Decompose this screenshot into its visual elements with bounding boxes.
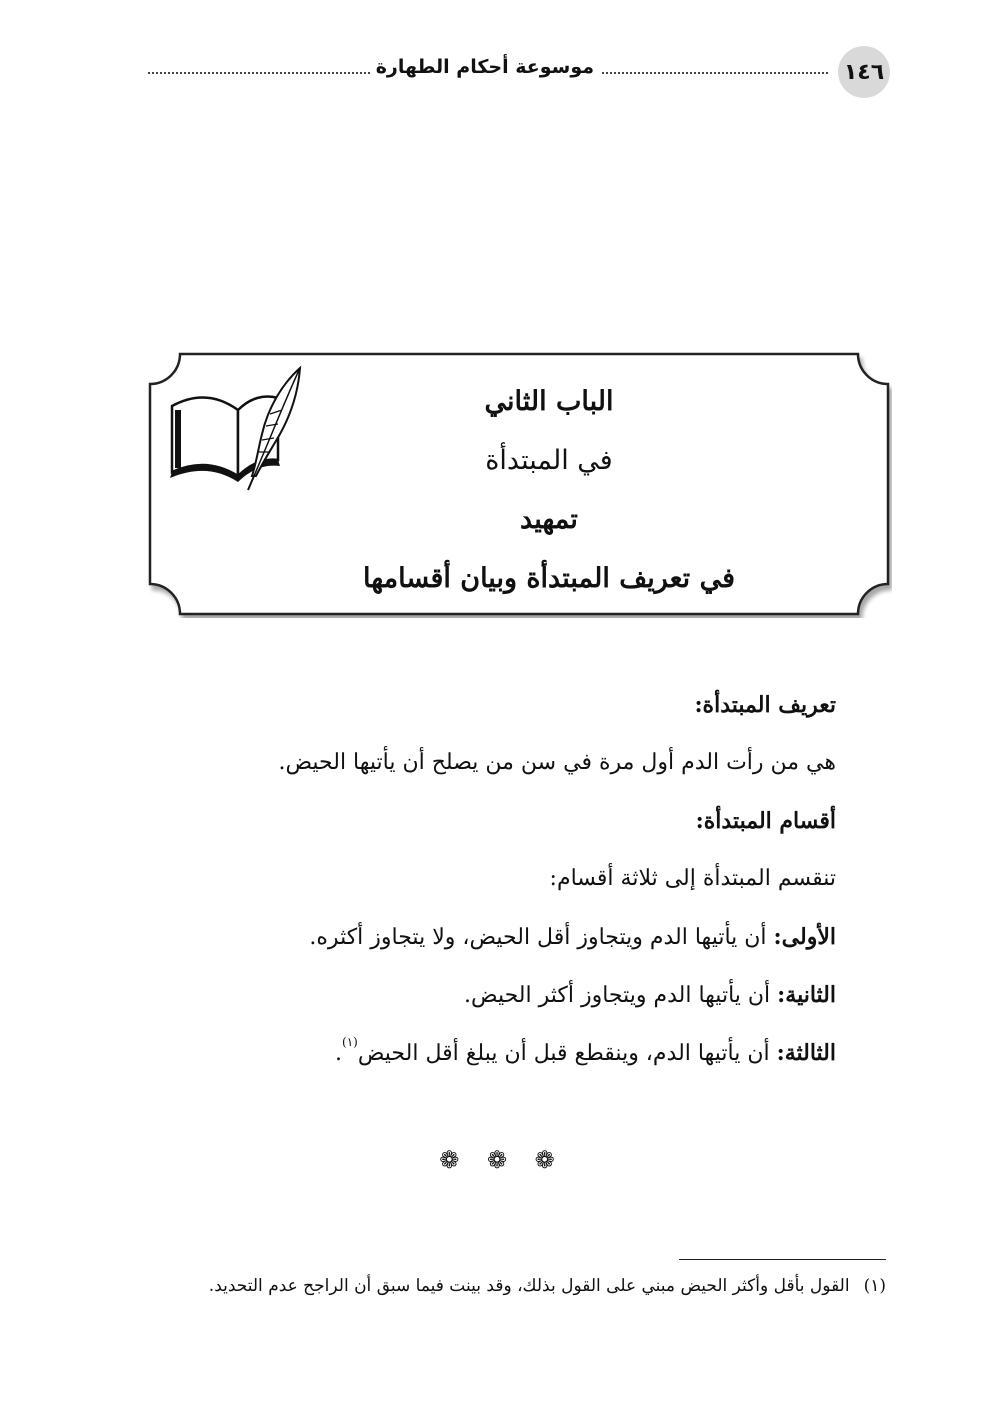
division-second-label: الثانية: xyxy=(777,982,836,1008)
header-dotted-rule-right xyxy=(602,72,828,74)
division-third-text: أن يأتيها الدم، وينقطع قبل أن يبلغ أقل الحيض xyxy=(357,1041,777,1066)
division-second xyxy=(176,966,836,1024)
division-second-text: أن يأتيها الدم ويتجاوز أكثر الحيض. xyxy=(464,983,778,1008)
chapter-number-title: الباب الثاني xyxy=(484,386,614,417)
body-text xyxy=(176,676,836,1082)
chapter-title-lines xyxy=(316,372,782,608)
book-and-quill-icon xyxy=(164,364,304,494)
running-header xyxy=(148,46,890,96)
division-third-label: الثالثة: xyxy=(776,1040,836,1066)
division-third xyxy=(176,1024,836,1082)
running-title: موسوعة أحكام الطهارة xyxy=(375,56,594,78)
footnote xyxy=(126,1276,886,1296)
divisions-intro: تنقسم المبتدأة إلى ثلاثة أقسام: xyxy=(549,866,836,891)
divisions-heading: أقسام المبتدأة: xyxy=(695,808,836,834)
section-separator: ❁ ❁ ❁ xyxy=(439,1146,565,1174)
division-first-label: الأولى: xyxy=(773,924,836,950)
header-dotted-rule-left xyxy=(148,72,370,74)
preface-title: تمهيد xyxy=(520,504,578,535)
division-first xyxy=(176,908,836,966)
footnote-number: (١) xyxy=(863,1276,886,1296)
division-third-end: . xyxy=(335,1041,343,1066)
footnote-rule xyxy=(679,1259,886,1260)
definition-text: هي من رأت الدم أول مرة في سن من يصلح أن يأتيها الحيض. xyxy=(278,750,836,775)
page-number: ١٤٦ xyxy=(838,46,890,98)
definition-heading: تعريف المبتدأة: xyxy=(694,692,836,718)
chapter-title-box xyxy=(146,350,892,618)
division-first-text: أن يأتيها الدم ويتجاوز أقل الحيض، ولا يتجاوز أكثره. xyxy=(309,925,774,950)
footnote-text: القول بأقل وأكثر الحيض مبني على القول بذلك، وقد بينت فيما سبق أن الراجح عدم التحديد. xyxy=(208,1276,850,1296)
chapter-subject: في المبتدأة xyxy=(485,445,613,476)
preface-subject: في تعريف المبتدأة وبيان أقسامها xyxy=(363,563,735,594)
footnote-reference: (١) xyxy=(342,1035,358,1049)
